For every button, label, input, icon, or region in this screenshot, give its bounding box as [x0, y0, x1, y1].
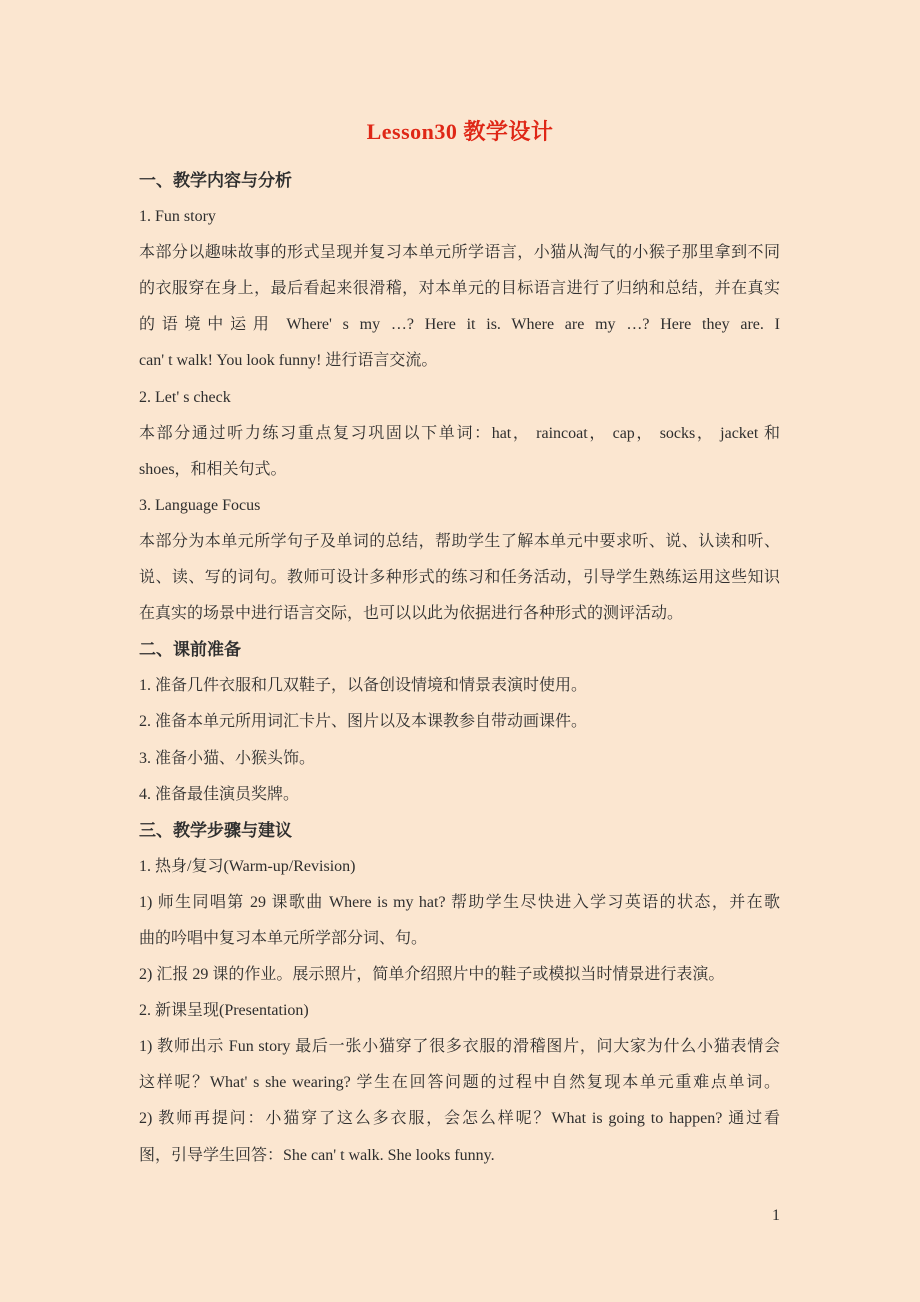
- page-number: 1: [772, 1207, 780, 1224]
- text-line: 3. 准备小猫、小猴头饰。: [139, 749, 316, 767]
- section-heading: 二、课前准备: [139, 640, 241, 660]
- text-line: 1) 教师出示 Fun story 最后一张小猫穿了很多衣服的滑稽图片，问大家为什么小猫表情会: [139, 1038, 780, 1056]
- text-line: 的衣服穿在身上，最后看起来很滑稽，对本单元的目标语言进行了归纳和总结，并在真实: [139, 280, 780, 298]
- document-body: [139, 163, 780, 1174]
- section-heading: 三、教学步骤与建议: [139, 820, 292, 840]
- page-title: Lesson30 教学设计: [366, 119, 554, 144]
- text-line: 2) 汇报 29 课的作业。展示照片，简单介绍照片中的鞋子或模拟当时情景进行表演。: [139, 966, 725, 984]
- text-line: 图，引导学生回答：She can' t walk. She looks funny.: [139, 1146, 495, 1164]
- text-line: 2. 新课呈现(Presentation): [139, 1002, 309, 1020]
- text-line: 1. 热身/复习(Warm-up/Revision): [139, 857, 356, 875]
- text-line: can' t walk! You look funny! 进行语言交流。: [139, 352, 438, 370]
- text-line: 4. 准备最佳演员奖牌。: [139, 785, 300, 803]
- text-line: shoes，和相关句式。: [139, 460, 287, 478]
- text-line: 2. Let' s check: [139, 388, 231, 406]
- text-line: 的语境中运用 Where' s my …? Here it is. Where are my …? Here they are. I: [139, 316, 780, 334]
- text-line: 1. Fun story: [139, 208, 216, 226]
- text-line: 2. 准备本单元所用词汇卡片、图片以及本课教参自带动画课件。: [139, 713, 588, 731]
- text-line: 本部分为本单元所学句子及单词的总结，帮助学生了解本单元中要求听、说、认读和听、: [139, 532, 780, 550]
- section-heading: 一、教学内容与分析: [139, 171, 292, 190]
- text-line: 本部分通过听力练习重点复习巩固以下单词：hat， raincoat， cap， socks， jacket 和: [139, 424, 780, 442]
- text-line: 1) 师生同唱第 29 课歌曲 Where is my hat? 帮助学生尽快进入学习英语的状态，并在歌: [139, 893, 780, 911]
- text-line: 这样呢？What' s she wearing? 学生在回答问题的过程中自然复现本单元重难点单词。: [139, 1074, 780, 1092]
- text-line: 3. Language Focus: [139, 496, 261, 514]
- text-line: 曲的吟唱中复习本单元所学部分词、句。: [139, 929, 428, 947]
- text-line: 在真实的场景中进行语言交际，也可以以此为依据进行各种形式的测评活动。: [139, 605, 684, 623]
- text-line: 2) 教师再提问：小猫穿了这么多衣服，会怎么样呢？What is going to happen? 通过看: [139, 1110, 780, 1128]
- text-line: 说、读、写的词句。教师可设计多种形式的练习和任务活动，引导学生熟练运用这些知识: [139, 569, 780, 587]
- text-line: 本部分以趣味故事的形式呈现并复习本单元所学语言，小猫从淘气的小猴子那里拿到不同: [139, 244, 780, 262]
- text-line: 1. 准备几件衣服和几双鞋子，以备创设情境和情景表演时使用。: [139, 677, 588, 695]
